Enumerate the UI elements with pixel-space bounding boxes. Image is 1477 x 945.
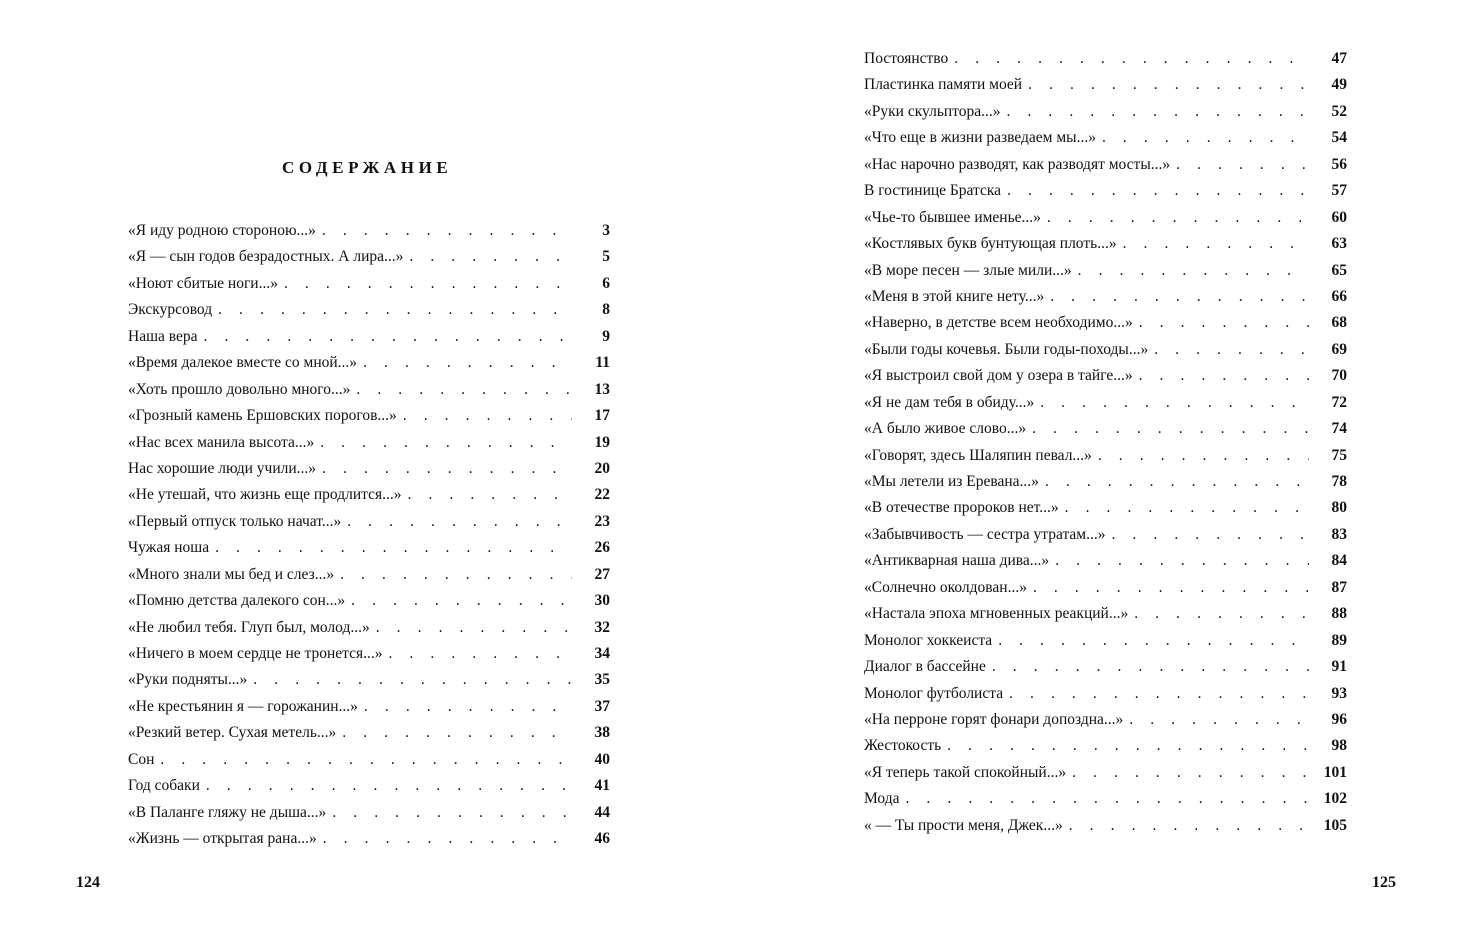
toc-entry-title: «Солнечно околдован...»	[864, 578, 1027, 596]
toc-entry-page: 57	[1331, 182, 1347, 200]
dot-leader	[1045, 473, 1309, 491]
dot-leader	[992, 658, 1309, 676]
toc-entry	[864, 579, 1347, 605]
page-number-left: 124	[76, 874, 100, 891]
toc-entry	[128, 248, 610, 274]
toc-entry-title: Мода	[864, 790, 900, 808]
dot-leader	[1032, 420, 1309, 438]
toc-entry-page: 40	[594, 750, 610, 768]
toc-entry	[864, 552, 1347, 578]
toc-entry	[128, 566, 610, 592]
toc-entry-page: 78	[1331, 473, 1347, 490]
dot-leader	[323, 830, 572, 848]
toc-entry-title: «Хоть прошло довольно много...»	[128, 380, 351, 398]
toc-entry	[128, 407, 610, 433]
toc-entry-page: 26	[594, 539, 610, 557]
toc-entry-title: «Настала эпоха мгновенных реакций...»	[864, 605, 1129, 623]
toc-entry-title: Монолог футболиста	[864, 684, 1004, 702]
toc-entry-page: 38	[594, 724, 610, 742]
dot-leader	[322, 460, 572, 478]
toc-entry-title: «Руки подняты...»	[128, 671, 248, 689]
dot-leader	[388, 645, 572, 663]
toc-entry-title: Год собаки	[128, 777, 200, 795]
toc-list-left	[128, 222, 610, 857]
toc-entry-page: 37	[594, 697, 610, 715]
toc-entry-page: 66	[1331, 287, 1347, 305]
toc-entry-page: 41	[594, 777, 610, 795]
toc-entry	[864, 632, 1347, 658]
toc-entry-page: 22	[594, 486, 610, 504]
dot-leader	[322, 222, 572, 240]
toc-entry-page: 20	[594, 459, 610, 477]
dot-leader	[215, 539, 572, 557]
toc-entry	[128, 513, 610, 539]
toc-entry-page: 74	[1331, 420, 1347, 438]
toc-entry	[128, 671, 610, 697]
dot-leader	[1007, 182, 1309, 200]
dot-leader	[1111, 526, 1309, 544]
toc-entry	[128, 328, 610, 354]
toc-entry-title: «Мы летели из Еревана...»	[864, 473, 1039, 490]
toc-entry-title: «Нас всех манила высота...»	[128, 433, 315, 451]
toc-entry	[128, 539, 610, 565]
toc-entry-title: «Жизнь — открытая рана...»	[128, 830, 317, 848]
toc-entry-title: Сон	[128, 750, 155, 768]
dot-leader	[1129, 711, 1309, 729]
toc-entry-title: «А было живое слово...»	[864, 420, 1027, 438]
toc-entry-title: «Чье-то бывшее именье...»	[864, 208, 1041, 226]
dot-leader	[1028, 76, 1309, 94]
toc-entry-title: «Не крестьянин я — горожанин...»	[128, 697, 358, 715]
toc-entry-page: 46	[594, 830, 610, 848]
dot-leader	[954, 50, 1309, 68]
toc-entry	[864, 235, 1347, 261]
toc-entry-title: Чужая ноша	[128, 539, 210, 557]
toc-entry-page: 88	[1331, 605, 1347, 623]
toc-entry	[864, 262, 1347, 288]
toc-entry-title: «Ноют сбитые ноги...»	[128, 274, 278, 292]
toc-entry-page: 8	[602, 301, 610, 319]
dot-leader	[342, 724, 572, 742]
toc-entry-title: Нас хорошие люди учили...»	[128, 459, 317, 477]
dot-leader	[403, 407, 572, 425]
toc-entry	[864, 103, 1347, 129]
toc-entry-title: «Забывчивость — сестра утратам...»	[864, 525, 1106, 543]
dot-leader	[1134, 605, 1309, 623]
toc-entry-page: 89	[1331, 631, 1347, 649]
toc-entry-title: « — Ты прости меня, Джек...»	[864, 816, 1063, 834]
toc-entry-page: 65	[1331, 261, 1347, 279]
dot-leader	[1065, 499, 1309, 517]
dot-leader	[356, 381, 572, 399]
dot-leader	[1102, 129, 1309, 147]
toc-entry-title: «Много знали мы бед и слез...»	[128, 565, 335, 583]
toc-entry	[864, 790, 1347, 816]
toc-entry-title: «В Паланге гляжу не дыша...»	[128, 803, 327, 821]
toc-entry-page: 98	[1331, 737, 1347, 755]
toc-entry	[128, 460, 610, 486]
toc-entry	[864, 685, 1347, 711]
page-number-right: 125	[1372, 874, 1396, 891]
toc-entry-title: В гостинице Братска	[864, 182, 1002, 200]
dot-leader	[363, 354, 572, 372]
dot-leader	[284, 275, 572, 293]
toc-entry-title: «На перроне горят фонари допоздна...»	[864, 710, 1124, 728]
toc-entry-title: «Я не дам тебя в обиду...»	[864, 393, 1035, 411]
toc-entry-page: 13	[594, 380, 610, 398]
toc-entry-page: 27	[594, 565, 610, 583]
dot-leader	[1047, 209, 1309, 227]
toc-entry-title: Пластинка памяти моей	[864, 76, 1023, 94]
toc-entry-page: 32	[594, 618, 610, 636]
toc-entry	[864, 314, 1347, 340]
dot-leader	[947, 737, 1309, 755]
dot-leader	[376, 619, 572, 637]
dot-leader	[409, 248, 572, 266]
toc-entry-page: 19	[594, 433, 610, 451]
dot-leader	[340, 566, 572, 584]
toc-entry-page: 70	[1331, 367, 1347, 385]
toc-entry-page: 35	[594, 671, 610, 689]
toc-entry-page: 80	[1331, 499, 1347, 517]
dot-leader	[1069, 817, 1309, 835]
toc-entry-page: 105	[1323, 816, 1347, 834]
toc-entry-page: 6	[602, 274, 610, 292]
toc-entry-page: 83	[1331, 525, 1347, 543]
toc-entry	[864, 76, 1347, 102]
dot-leader	[1072, 764, 1309, 782]
toc-entry	[128, 645, 610, 671]
toc-entry-title: «Ничего в моем сердце не тронется...»	[128, 645, 383, 662]
toc-entry	[864, 711, 1347, 737]
toc-entry-page: 34	[594, 645, 610, 662]
toc-entry-page: 101	[1323, 763, 1347, 781]
toc-entry-title: «Были годы кочевья. Были годы-походы...»	[864, 340, 1149, 358]
toc-entry	[128, 724, 610, 750]
toc-entry-title: «Антикварная наша дива...»	[864, 552, 1050, 570]
toc-entry-title: «Не утешай, что жизнь еще продлится...»	[128, 486, 402, 504]
toc-entry	[128, 751, 610, 777]
toc-entry-page: 68	[1331, 314, 1347, 332]
toc-entry-title: «Руки скульптора...»	[864, 102, 1001, 120]
toc-entry-title: «Я выстроил свой дом у озера в тайге...»	[864, 367, 1133, 385]
toc-entry	[864, 288, 1347, 314]
toc-entry-page: 11	[595, 354, 610, 372]
dot-leader	[1078, 262, 1309, 280]
toc-entry	[864, 156, 1347, 182]
toc-entry	[864, 447, 1347, 473]
toc-entry-page: 93	[1331, 684, 1347, 702]
toc-entry	[864, 182, 1347, 208]
dot-leader	[1139, 314, 1309, 332]
toc-entry-page: 23	[594, 512, 610, 530]
dot-leader	[1139, 367, 1309, 385]
toc-entry	[128, 381, 610, 407]
toc-entry	[864, 764, 1347, 790]
toc-entry	[864, 817, 1347, 843]
toc-entry-page: 56	[1331, 155, 1347, 173]
toc-entry-page: 87	[1331, 578, 1347, 596]
dot-leader	[206, 777, 572, 795]
toc-entry-title: «Костлявых букв бунтующая плоть...»	[864, 235, 1117, 253]
toc-entry	[128, 434, 610, 460]
toc-entry-title: «Нас нарочно разводят, как разводят мосты...»	[864, 155, 1171, 173]
dot-leader	[408, 486, 573, 504]
toc-entry-title: «Время далекое вместе со мной...»	[128, 354, 358, 372]
toc-entry	[128, 592, 610, 618]
toc-entry	[864, 473, 1347, 499]
toc-heading: СОДЕРЖАНИЕ	[282, 158, 453, 177]
toc-entry-page: 84	[1331, 552, 1347, 570]
toc-entry-title: Жестокость	[864, 737, 942, 755]
dot-leader	[347, 513, 572, 531]
right-page	[738, 0, 1477, 945]
dot-leader	[1040, 394, 1309, 412]
toc-entry-page: 52	[1331, 102, 1347, 120]
toc-entry	[864, 50, 1347, 76]
left-page	[0, 0, 738, 945]
toc-entry-title: «Я иду родною стороною...»	[128, 222, 316, 239]
dot-leader	[1154, 341, 1309, 359]
toc-entry-title: Монолог хоккеиста	[864, 631, 993, 649]
toc-entry	[864, 737, 1347, 763]
toc-entry-title: «Наверно, в детстве всем необходимо...»	[864, 314, 1133, 332]
dot-leader	[905, 790, 1309, 808]
toc-entry	[128, 486, 610, 512]
toc-entry-title: Наша вера	[128, 327, 198, 345]
toc-entry-title: «В отечестве пророков нет...»	[864, 499, 1059, 517]
toc-entry-page: 75	[1331, 446, 1347, 464]
toc-entry	[128, 777, 610, 803]
toc-entry-title: «Говорят, здесь Шаляпин певал...»	[864, 446, 1092, 464]
toc-entry	[864, 526, 1347, 552]
toc-entry-page: 5	[602, 248, 610, 266]
toc-entry-title: «Помню детства далекого сон...»	[128, 592, 346, 610]
toc-entry-title: «Я — сын годов безрадостных. А лира...»	[128, 248, 404, 266]
dot-leader	[351, 592, 572, 610]
toc-entry-title: «Первый отпуск только начат...»	[128, 512, 342, 530]
toc-entry-page: 69	[1331, 340, 1347, 358]
dot-leader	[253, 671, 572, 689]
toc-entry-title: «Грозный камень Ершовских порогов...»	[128, 407, 397, 425]
toc-entry	[128, 619, 610, 645]
dot-leader	[320, 434, 572, 452]
toc-entry	[864, 209, 1347, 235]
toc-entry-title: «Я теперь такой спокойный...»	[864, 763, 1067, 781]
dot-leader	[1176, 156, 1309, 174]
toc-entry	[864, 367, 1347, 393]
toc-entry	[128, 804, 610, 830]
dot-leader	[364, 698, 572, 716]
toc-entry	[128, 354, 610, 380]
toc-entry	[864, 394, 1347, 420]
toc-entry-title: «Меня в этой книге нету...»	[864, 287, 1045, 305]
dot-leader	[1009, 685, 1309, 703]
toc-entry-page: 91	[1331, 658, 1347, 676]
toc-entry	[864, 658, 1347, 684]
toc-entry-page: 3	[602, 222, 610, 239]
toc-entry-title: Диалог в бассейне	[864, 658, 986, 676]
toc-entry	[128, 222, 610, 248]
dot-leader	[204, 328, 572, 346]
toc-entry-page: 44	[594, 803, 610, 821]
toc-entry-page: 30	[594, 592, 610, 610]
dot-leader	[160, 751, 572, 769]
toc-entry-page: 63	[1331, 235, 1347, 253]
toc-entry-page: 102	[1323, 790, 1347, 808]
dot-leader	[1098, 447, 1309, 465]
dot-leader	[1033, 579, 1309, 597]
dot-leader	[332, 804, 572, 822]
dot-leader	[1007, 103, 1309, 121]
toc-entry-page: 49	[1331, 76, 1347, 94]
toc-entry-title: «Что еще в жизни разведаем мы...»	[864, 129, 1096, 147]
toc-entry-page: 72	[1331, 393, 1347, 411]
toc-entry-page: 47	[1331, 50, 1347, 67]
toc-entry	[864, 129, 1347, 155]
dot-leader	[1055, 552, 1309, 570]
toc-entry-page: 9	[602, 327, 610, 345]
toc-entry	[864, 605, 1347, 631]
toc-entry	[128, 830, 610, 856]
toc-entry-page: 60	[1331, 208, 1347, 226]
toc-entry-title: «В море песен — злые мили...»	[864, 261, 1072, 279]
toc-entry-title: Экскурсовод	[128, 301, 213, 319]
toc-entry-title: Постоянство	[864, 50, 949, 67]
toc-entry-page: 17	[594, 407, 610, 425]
toc-entry	[864, 499, 1347, 525]
toc-entry	[864, 420, 1347, 446]
toc-entry-page: 96	[1331, 710, 1347, 728]
toc-entry-page: 54	[1331, 129, 1347, 147]
dot-leader	[998, 632, 1309, 650]
toc-entry	[128, 301, 610, 327]
toc-entry	[128, 698, 610, 724]
toc-entry-title: «Не любил тебя. Глуп был, молод...»	[128, 618, 370, 636]
toc-entry	[128, 275, 610, 301]
dot-leader	[1050, 288, 1309, 306]
toc-entry-title: «Резкий ветер. Сухая метель...»	[128, 724, 337, 742]
dot-leader	[218, 301, 572, 319]
toc-list-right	[864, 50, 1347, 843]
dot-leader	[1123, 235, 1309, 253]
toc-entry	[864, 341, 1347, 367]
